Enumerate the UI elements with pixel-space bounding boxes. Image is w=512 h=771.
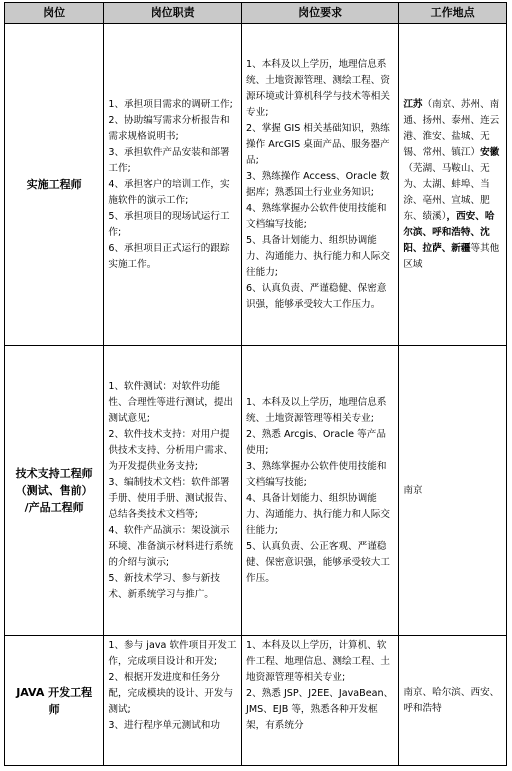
location-text: 南京、哈尔滨、西安、呼和浩特 <box>403 686 500 714</box>
position-cell <box>5 24 104 346</box>
requirement-item: 3、熟练掌握办公软件使用技能和文档编写技能; <box>246 460 387 488</box>
table-row <box>5 24 507 346</box>
duty-item: 1、参与 java 软件项目开发工作，完成项目设计和开发; <box>108 640 237 667</box>
requirement-item: 1、本科及以上学历，计算机、软件工程、地理信息、测绘工程、土地资源管理等相关专业; <box>246 640 390 683</box>
duty-item: 5、新技术学习、参与新技术、新系统学习与推广。 <box>108 572 220 600</box>
location-text: 安徽 <box>480 146 500 158</box>
duty-item: 2、软件技术支持：对用户提供技术支持、分析用户需求、为开发提供业务支持; <box>108 428 234 472</box>
requirement-item: 2、熟悉 Arcgis、Oracle 等产品使用; <box>246 428 386 456</box>
requirement-item: 3、熟练操作 Access、Oracle 数据库；熟悉国土行业业务知识; <box>246 170 390 198</box>
position-name: （测试、售前） <box>15 484 93 497</box>
duty-item: 5、承担项目的现场试运行工作; <box>108 210 230 238</box>
requirement-item: 1、本科及以上学历，地理信息系统、土地资源管理等相关专业; <box>246 396 387 424</box>
duty-item: 6、承担项目正式运行的跟踪实施工作。 <box>108 242 230 270</box>
header-location: 工作地点 <box>399 3 507 24</box>
requirement-item: 2、掌握 GIS 相关基础知识，熟练操作 ArcGIS 桌面产品、服务器产品; <box>246 122 390 166</box>
position-cell <box>5 636 104 766</box>
header-duties: 岗位职责 <box>104 3 242 24</box>
location-text: （南京、苏州、南通、扬州、泰州、连云港、淮安、盐城、无锡、常州、镇江） <box>403 98 500 158</box>
requirement-item: 5、具备计划能力、组织协调能力、沟通能力、执行能力和人际交往能力; <box>246 234 390 278</box>
position-name: JAVA 开发工程 <box>16 685 93 699</box>
position-name: 技术支持工程师 <box>15 467 93 480</box>
requirements-cell <box>242 346 399 636</box>
position-name: 实施工程师 <box>26 178 82 191</box>
location-text: 南京 <box>403 484 423 496</box>
job-table <box>4 2 507 766</box>
duties-cell <box>104 346 242 636</box>
header-row <box>5 3 507 24</box>
duty-item: 4、承担客户的培训工作，实施软件的演示工作; <box>108 178 230 206</box>
requirement-item: 5、认真负责、公正客观、严谨稳健、保密意识强，能够承受较大工作压。 <box>246 540 390 584</box>
requirement-item: 1、本科及以上学历，地理信息系统、土地资源管理、测绘工程、资源环境或计算机科学与技术等相关专业; <box>246 58 390 118</box>
duty-item: 1、承担项目需求的调研工作; <box>108 98 233 110</box>
location-cell <box>399 346 507 636</box>
location-text: 等其他区域 <box>403 242 500 270</box>
requirement-item: 2、熟悉 JSP、J2EE、JavaBean、JMS、EJB 等，熟悉各种开发框架，有系统分 <box>246 688 394 731</box>
header-position: 岗位 <box>5 3 104 24</box>
requirement-item: 4、熟练掌握办公软件使用技能和文档编写技能; <box>246 202 387 230</box>
header-requirements: 岗位要求 <box>242 3 399 24</box>
table-row <box>5 346 507 636</box>
duties-cell <box>104 636 242 766</box>
requirement-item: 6、认真负责、严谨稳健、保密意识强，能够承受较大工作压力。 <box>246 282 387 310</box>
duty-item: 3、编制技术文档：软件部署手册、使用手册、测试报告、总结各类技术文档等; <box>108 476 234 520</box>
position-name: /产品工程师 <box>24 501 84 514</box>
duty-item: 4、软件产品演示：架设演示环境、准备演示材料进行系统的介绍与演示; <box>108 524 234 568</box>
duty-item: 2、根据开发进度和任务分配，完成模块的设计、开发与测试; <box>108 672 234 715</box>
table-row <box>5 636 507 766</box>
duty-item: 2、协助编写需求分析报告和需求规格说明书; <box>108 114 230 142</box>
location-text: （芜湖、马鞍山、无为、太湖、蚌埠、当涂、亳州、宣城、肥东、绩溪） <box>403 162 490 222</box>
duty-item: 1、软件测试：对软件功能性、合理性等进行测试，提出测试意见; <box>108 380 234 424</box>
duties-cell <box>104 24 242 346</box>
requirement-item: 4、具备计划能力、组织协调能力、沟通能力、执行能力和人际交往能力; <box>246 492 390 536</box>
requirements-cell <box>242 636 399 766</box>
duty-item: 3、承担软件产品安装和部署工作; <box>108 146 230 174</box>
requirements-cell <box>242 24 399 346</box>
location-text: ，西安、哈尔滨、呼和浩特、沈阳、拉萨、新疆 <box>403 210 495 254</box>
location-cell <box>399 636 507 766</box>
position-cell <box>5 346 104 636</box>
location-text: 江苏 <box>403 98 423 110</box>
duty-item: 3、进行程序单元测试和功 <box>108 720 220 731</box>
position-name: 师 <box>48 702 60 716</box>
location-cell <box>399 24 507 346</box>
